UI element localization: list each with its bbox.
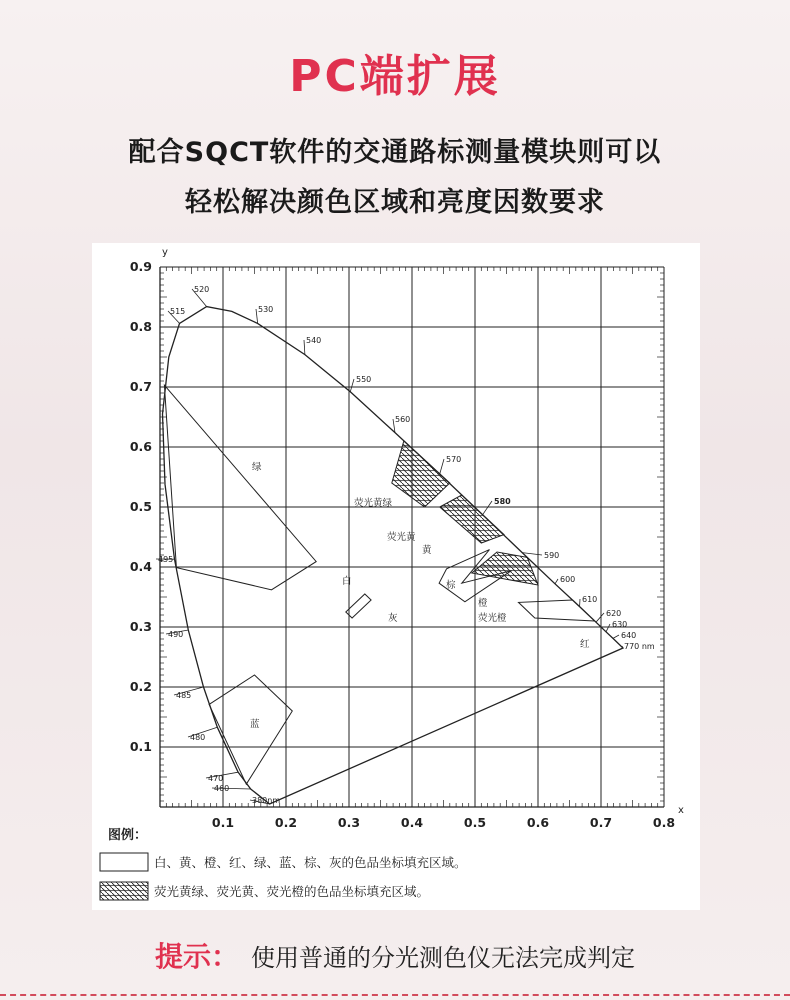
region-label-white: 白 xyxy=(342,576,352,587)
region-label-grey: 灰 xyxy=(388,613,398,624)
wavelength-label: 460 xyxy=(214,784,230,793)
region-5 xyxy=(392,441,450,507)
wavelength-label: 530 xyxy=(258,305,274,314)
wavelength-label: 480 xyxy=(190,733,206,742)
wavelength-leader xyxy=(613,635,619,638)
y-tick-label: 0.4 xyxy=(129,559,152,574)
x-tick-label: 0.4 xyxy=(400,815,424,830)
x-tick-label: 0.5 xyxy=(463,815,487,830)
region-2 xyxy=(346,594,371,618)
tip-text: 使用普通的分光测色仪无法完成判定 xyxy=(251,944,635,972)
wavelength-label: 515 xyxy=(170,307,186,316)
wavelength-label: 580 xyxy=(494,497,511,506)
wavelength-label: 380nm xyxy=(252,796,281,805)
legend-text-hatched: 荧光黄绿、荧光黄、荧光橙的色品坐标填充区域。 xyxy=(154,884,430,899)
region-label-yellow_fl: 荧光黄 xyxy=(387,532,416,543)
x-tick-label: 0.2 xyxy=(274,815,298,830)
wavelength-label: 495 xyxy=(158,555,174,564)
wavelength-label: 560 xyxy=(395,415,411,424)
wavelength-leader xyxy=(304,340,305,355)
tip-line xyxy=(0,935,790,975)
region-label-orange: 橙 xyxy=(478,598,488,609)
y-tick-label: 0.5 xyxy=(129,499,152,514)
x-axis-label: x xyxy=(678,805,684,816)
y-tick-label: 0.8 xyxy=(129,319,152,334)
x-tick-label: 0.8 xyxy=(652,815,676,830)
wavelength-label: 640 xyxy=(621,631,637,640)
wavelength-label: 470 xyxy=(208,774,224,783)
region-label-yellow: 黄 xyxy=(422,545,432,556)
x-tick-label: 0.3 xyxy=(337,815,361,830)
legend-swatch-hatched xyxy=(100,882,148,900)
wavelength-label: 620 xyxy=(606,609,622,618)
y-tick-label: 0.7 xyxy=(129,379,152,394)
wavelength-leader xyxy=(483,501,492,515)
wavelength-leader xyxy=(555,579,558,584)
region-label-brown: 棕 xyxy=(446,580,456,591)
subtitle-line-1: 配合SQCT软件的交通路标测量模块则可以 xyxy=(128,137,662,168)
legend-title: 图例： xyxy=(108,828,148,843)
chromaticity-chart-card xyxy=(92,243,700,910)
wavelength-label: 540 xyxy=(306,336,322,345)
y-tick-label: 0.9 xyxy=(129,259,152,274)
y-tick-label: 0.1 xyxy=(129,739,152,754)
y-axis-label: y xyxy=(162,247,168,258)
region-label-yellow_green_fl: 荧光黄绿 xyxy=(354,498,393,509)
wavelength-label: 570 xyxy=(446,455,462,464)
wavelength-label: 550 xyxy=(356,375,372,384)
subtitle-line-2: 轻松解决颜色区域和亮度因数要求 xyxy=(185,187,605,218)
region-0 xyxy=(164,385,316,590)
wavelength-label: 490 xyxy=(168,630,184,639)
wavelength-label: 610 xyxy=(582,595,598,604)
y-tick-label: 0.3 xyxy=(129,619,152,634)
wavelength-label: 770 nm xyxy=(624,642,655,651)
wavelength-leader xyxy=(606,624,610,632)
wavelength-leader xyxy=(350,379,354,392)
y-tick-label: 0.2 xyxy=(129,679,152,694)
tip-label: 提示： xyxy=(154,940,239,973)
region-label-red: 红 xyxy=(580,639,590,650)
chromaticity-diagram xyxy=(92,243,700,910)
x-tick-label: 0.7 xyxy=(589,815,613,830)
wavelength-leader xyxy=(440,459,444,474)
page-title: PC端扩展 xyxy=(289,51,501,102)
legend-text-plain: 白、黄、橙、红、绿、蓝、棕、灰的色品坐标填充区域。 xyxy=(154,855,467,870)
region-label-orange_fl: 荧光橙 xyxy=(478,613,507,624)
wavelength-label: 600 xyxy=(560,575,576,584)
wavelength-label: 485 xyxy=(176,691,192,700)
region-label-green: 绿 xyxy=(252,462,262,473)
wavelength-label: 520 xyxy=(194,285,210,294)
wavelength-leader xyxy=(596,613,604,622)
x-tick-label: 0.6 xyxy=(526,815,550,830)
wavelength-label: 630 xyxy=(612,620,628,629)
dashed-divider xyxy=(0,994,790,996)
region-label-blue: 蓝 xyxy=(250,719,260,730)
legend-swatch-plain xyxy=(100,853,148,871)
y-tick-label: 0.6 xyxy=(129,439,152,454)
wavelength-label: 590 xyxy=(544,551,560,560)
x-tick-label: 0.1 xyxy=(211,815,235,830)
